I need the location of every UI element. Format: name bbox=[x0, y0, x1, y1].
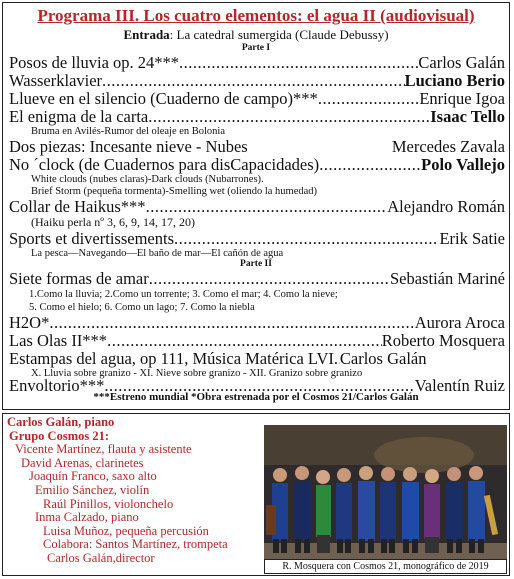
leader-dots bbox=[179, 54, 418, 72]
leader-dots bbox=[146, 198, 388, 216]
work-title: No ´clock (de Cuadernos para disCapacidades) bbox=[9, 155, 320, 174]
part-two-heading: Parte II bbox=[240, 259, 272, 269]
ensemble-heading: Grupo Cosmos 21: bbox=[9, 428, 110, 443]
composer-name: Isaac Tello bbox=[430, 107, 505, 126]
work-note: Bruma en Avilés-Rumor del oleaje en Bolonia bbox=[31, 126, 226, 137]
program-title: Programa III. Los cuatro elementos: el agua II (audiovisual) bbox=[37, 6, 475, 25]
entrada-label: Entrada bbox=[123, 27, 170, 42]
program-row bbox=[9, 270, 505, 288]
leader-dots bbox=[49, 314, 414, 332]
musician-line: Vicente Martínez, flauta y asistente bbox=[15, 442, 192, 457]
composer-name: Mercedes Zavala bbox=[391, 137, 505, 156]
work-title: Envoltorio*** bbox=[9, 376, 105, 395]
leader-dots bbox=[174, 230, 439, 248]
program-row bbox=[9, 90, 505, 108]
program-row bbox=[9, 108, 505, 126]
entrada-text: : La catedral sumergida (Claude Debussy) bbox=[169, 27, 389, 42]
work-title: Wasserklavier bbox=[9, 71, 103, 90]
work-title: Collar de Haikus*** bbox=[9, 197, 146, 216]
program-row bbox=[9, 350, 505, 368]
work-title: H2O* bbox=[9, 313, 50, 332]
musician-line: Luisa Muñoz, pequeña percusión bbox=[43, 523, 209, 538]
work-note: La pesca—Navegando—El baño de mar—El cañón de agua bbox=[31, 248, 284, 259]
work-title: Estampas del agua, op 111, Música Matérica LVI bbox=[9, 349, 334, 368]
work-note: (Haiku perla nº 3, 6, 9, 14, 17, 20) bbox=[31, 215, 196, 229]
work-title: Sports et divertissements bbox=[9, 229, 174, 248]
composer-name: Sebastián Mariné bbox=[389, 269, 505, 288]
musician-line: Joaquín Franco, saxo alto bbox=[29, 469, 157, 484]
composer-name: Polo Vallejo bbox=[421, 155, 505, 174]
leader-dots bbox=[107, 332, 382, 350]
work-title: Las Olas II*** bbox=[9, 331, 108, 350]
musician-line: Inma Calzado, piano bbox=[35, 510, 139, 525]
work-title: Siete formas de amar bbox=[9, 269, 149, 288]
musician-line: Emilio Sánchez, violín bbox=[35, 482, 150, 497]
program-row bbox=[9, 72, 505, 90]
composer-name: Enrique Igoa bbox=[419, 89, 505, 108]
work-note: X. Lluvia sobre granizo - XI. Nieve sobre granizo - XII. Granizo sobre granizo bbox=[31, 368, 363, 379]
composer-name: Roberto Mosquera bbox=[381, 331, 505, 350]
composer-name: Alejandro Román bbox=[387, 197, 505, 216]
composer-name: Carlos Galán bbox=[339, 349, 427, 368]
photo-caption: R. Mosquera con Cosmos 21, monográfico de 2019 bbox=[264, 559, 507, 574]
program-row bbox=[9, 156, 505, 174]
collaborator-line: Colabora: Santos Martínez, trompeta bbox=[43, 537, 228, 552]
program-row bbox=[9, 138, 505, 156]
composer-name: Carlos Galán bbox=[418, 53, 505, 72]
composer-name: Aurora Aroca bbox=[414, 313, 505, 332]
work-title: Llueve en el silencio (Cuaderno de campo)*** bbox=[9, 89, 318, 108]
program-row bbox=[9, 230, 505, 248]
cast-list bbox=[7, 416, 259, 566]
leader-dots bbox=[319, 156, 421, 174]
footnote: ***Estreno mundial *Obra estrenada por el Cosmos 21/Carlos Galán bbox=[93, 391, 419, 403]
composer-name: Luciano Berio bbox=[404, 71, 505, 90]
work-note: 5. Como el hielo; 6. Como un lago; 7. Como la niebla bbox=[29, 302, 255, 313]
musician-line: Raúl Pinillos, violonchelo bbox=[43, 496, 174, 511]
leader-dots bbox=[102, 72, 405, 90]
program-row bbox=[9, 332, 505, 350]
composer-name: Valentín Ruiz bbox=[414, 376, 505, 395]
program-box bbox=[2, 2, 510, 410]
composer-name: Erik Satie bbox=[439, 229, 505, 248]
work-note: White clouds (nubes claras)-Dark clouds (Nubarrones). bbox=[31, 174, 264, 185]
program-row bbox=[9, 314, 505, 332]
work-title: El enigma de la carta bbox=[9, 107, 149, 126]
pianist-line: Carlos Galán, piano bbox=[7, 415, 115, 429]
work-note: Brief Storm (pequeña tormenta)-Smelling wet (oliendo la humedad) bbox=[31, 186, 318, 197]
part-one-heading: Parte I bbox=[241, 43, 271, 53]
work-title: Posos de lluvia op. 24*** bbox=[9, 53, 180, 72]
entrada-line bbox=[3, 27, 509, 43]
leader-dots bbox=[149, 270, 390, 288]
ensemble-photo-illustration bbox=[264, 425, 507, 561]
musician-line: David Arenas, clarinetes bbox=[21, 455, 144, 470]
cast-box bbox=[2, 413, 510, 576]
work-note: 1.Como la lluvia; 2.Como un torrente; 3. Como el mar; 4. Como la nieve; bbox=[29, 289, 338, 300]
program-row bbox=[9, 198, 505, 216]
director-line: Carlos Galán,director bbox=[47, 550, 155, 565]
leader-dots bbox=[148, 108, 430, 126]
work-title: Dos piezas: Incesante nieve - Nubes bbox=[9, 137, 248, 156]
ensemble-photo bbox=[264, 425, 507, 561]
leader-dots bbox=[318, 90, 420, 108]
program-row bbox=[9, 54, 505, 72]
